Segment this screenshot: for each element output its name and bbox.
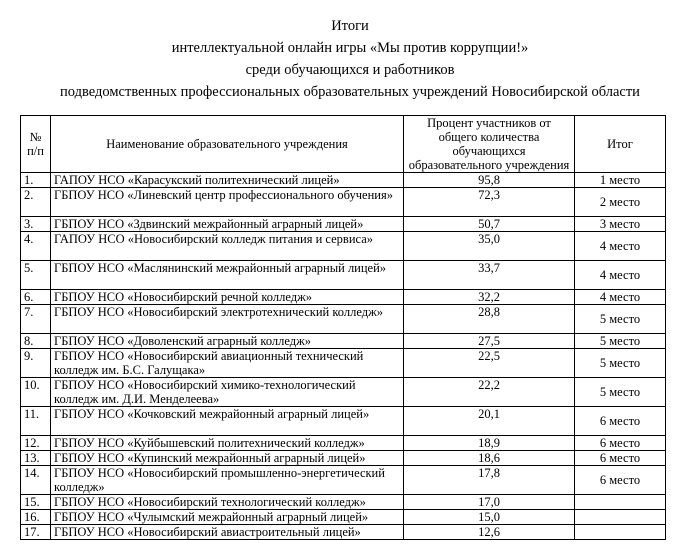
row-number: 3. <box>21 217 51 232</box>
table-row <box>21 525 666 540</box>
row-institution: ГБПОУ НСО «Новосибирский авиастроительный лицей» <box>51 525 404 540</box>
table-row <box>21 466 666 495</box>
row-percent: 32,2 <box>404 290 575 305</box>
row-institution: ГБПОУ НСО «Новосибирский технологический колледж» <box>51 495 404 510</box>
row-institution: ГБПОУ НСО «Купинский межрайонный аграрный лицей» <box>51 451 404 466</box>
row-institution: ГБПОУ НСО «Новосибирский электротехнический колледж» <box>51 305 404 334</box>
results-table <box>20 115 666 540</box>
row-institution: ГБПОУ НСО «Новосибирский авиационный технический колледж им. Б.С. Галущака» <box>51 349 404 378</box>
row-institution: ГБПОУ НСО «Чулымский межрайонный аграрный лицей» <box>51 510 404 525</box>
row-place: 5 место <box>575 334 666 349</box>
row-number: 15. <box>21 495 51 510</box>
row-number: 17. <box>21 525 51 540</box>
row-place: 5 место <box>575 305 666 334</box>
header-number: № п/п <box>21 116 51 173</box>
table-body <box>21 173 666 540</box>
row-place <box>575 510 666 525</box>
row-number: 7. <box>21 305 51 334</box>
row-percent: 18,9 <box>404 436 575 451</box>
table-row <box>21 436 666 451</box>
row-place: 2 место <box>575 188 666 217</box>
row-place: 6 место <box>575 436 666 451</box>
header-institution: Наименование образовательного учреждения <box>51 116 404 173</box>
row-percent: 33,7 <box>404 261 575 290</box>
row-number: 4. <box>21 232 51 261</box>
row-number: 5. <box>21 261 51 290</box>
row-institution: ГБПОУ НСО «Новосибирский химико-технологический колледж им. Д.И. Менделеева» <box>51 378 404 407</box>
table-row <box>21 510 666 525</box>
table-row <box>21 378 666 407</box>
row-percent: 50,7 <box>404 217 575 232</box>
heading-audience: среди обучающихся и работников <box>245 62 455 78</box>
row-percent: 35,0 <box>404 232 575 261</box>
row-place: 4 место <box>575 290 666 305</box>
row-number: 6. <box>21 290 51 305</box>
row-percent: 15,0 <box>404 510 575 525</box>
row-place: 4 место <box>575 232 666 261</box>
row-place: 4 место <box>575 261 666 290</box>
row-percent: 17,0 <box>404 495 575 510</box>
header-result: Итог <box>575 116 666 173</box>
row-place: 6 место <box>575 466 666 495</box>
row-institution: ГБПОУ НСО «Доволенский аграрный колледж» <box>51 334 404 349</box>
row-place: 3 место <box>575 217 666 232</box>
row-number: 14. <box>21 466 51 495</box>
table-row <box>21 188 666 217</box>
row-place <box>575 495 666 510</box>
row-institution: ГБПОУ НСО «Маслянинский межрайонный аграрный лицей» <box>51 261 404 290</box>
row-institution: ГАПОУ НСО «Карасукский политехнический лицей» <box>51 173 404 188</box>
row-place: 1 место <box>575 173 666 188</box>
header-percent: Процент участников от общего количества обучающихся образовательного учреждения <box>404 116 575 173</box>
row-institution: ГБПОУ НСО «Здвинский межрайонный аграрный лицей» <box>51 217 404 232</box>
row-number: 11. <box>21 407 51 436</box>
table-row <box>21 334 666 349</box>
row-number: 13. <box>21 451 51 466</box>
row-percent: 22,2 <box>404 378 575 407</box>
row-number: 16. <box>21 510 51 525</box>
row-place: 6 место <box>575 451 666 466</box>
table-row <box>21 305 666 334</box>
row-percent: 28,8 <box>404 305 575 334</box>
table-header-row <box>21 116 666 173</box>
row-institution: ГБПОУ НСО «Линевский центр профессионального обучения» <box>51 188 404 217</box>
row-institution: ГАПОУ НСО «Новосибирский колледж питания и сервиса» <box>51 232 404 261</box>
row-number: 12. <box>21 436 51 451</box>
row-percent: 20,1 <box>404 407 575 436</box>
row-percent: 22,5 <box>404 349 575 378</box>
table-row <box>21 261 666 290</box>
table-row <box>21 495 666 510</box>
heading-title: Итоги <box>331 18 369 34</box>
row-number: 8. <box>21 334 51 349</box>
row-percent: 18,6 <box>404 451 575 466</box>
row-place: 6 место <box>575 407 666 436</box>
row-number: 1. <box>21 173 51 188</box>
row-institution: ГБПОУ НСО «Кочковский межрайонный аграрный лицей» <box>51 407 404 436</box>
table-row <box>21 290 666 305</box>
row-percent: 12,6 <box>404 525 575 540</box>
table-row <box>21 407 666 436</box>
table-row <box>21 217 666 232</box>
table-row <box>21 173 666 188</box>
row-institution: ГБПОУ НСО «Новосибирский речной колледж» <box>51 290 404 305</box>
table-row <box>21 451 666 466</box>
row-institution: ГБПОУ НСО «Новосибирский промышленно-энергетический колледж» <box>51 466 404 495</box>
row-place: 5 место <box>575 378 666 407</box>
document-heading <box>0 0 700 103</box>
table-row <box>21 232 666 261</box>
row-number: 2. <box>21 188 51 217</box>
row-place: 5 место <box>575 349 666 378</box>
row-number: 10. <box>21 378 51 407</box>
table-row <box>21 349 666 378</box>
heading-subtitle: интеллектуальной онлайн игры «Мы против коррупции!» <box>171 40 529 56</box>
row-institution: ГБПОУ НСО «Куйбышевский политехнический колледж» <box>51 436 404 451</box>
row-place <box>575 525 666 540</box>
row-percent: 72,3 <box>404 188 575 217</box>
row-percent: 27,5 <box>404 334 575 349</box>
heading-scope: подведомственных профессиональных образовательных учреждений Новосибирской области <box>60 84 640 100</box>
row-number: 9. <box>21 349 51 378</box>
row-percent: 17,8 <box>404 466 575 495</box>
row-percent: 95,8 <box>404 173 575 188</box>
